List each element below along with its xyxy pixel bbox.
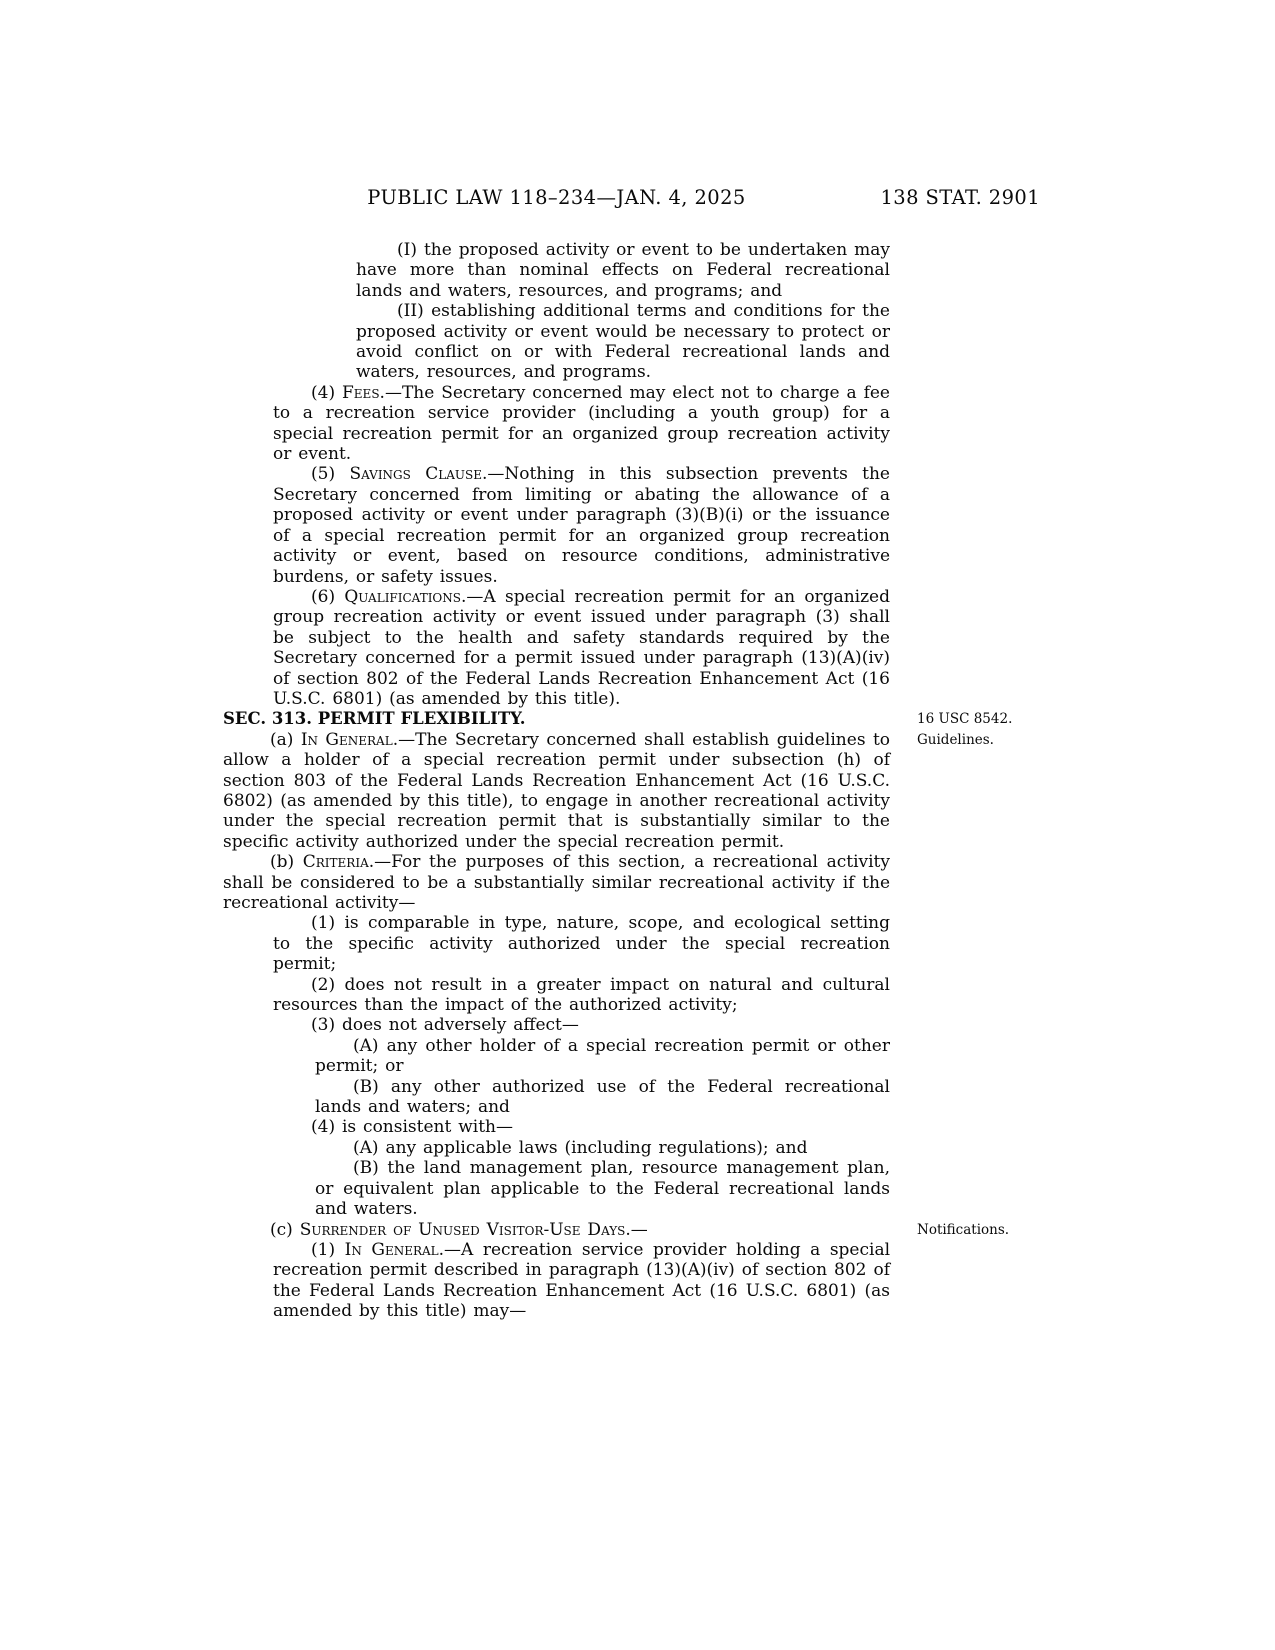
paragraph-text: is consistent with— bbox=[341, 1117, 513, 1138]
paragraph-label: Qualifications bbox=[344, 586, 461, 607]
subparagraph-num: (A) bbox=[353, 1137, 386, 1158]
subparagraph-text: the land management plan, resource management plan, or equivalent plan applicable to the Federal recreational lands and waters. bbox=[315, 1158, 890, 1220]
statute-body bbox=[223, 240, 1013, 1322]
subsection-label: In General bbox=[300, 729, 393, 750]
clause-num: (II) bbox=[397, 301, 432, 322]
clause-text: establishing additional terms and conditions for the proposed activity or event would be necessary to protect or avoid conflict on or with Federal recreational lands and waters, resources, and programs. bbox=[356, 301, 890, 383]
running-header-title: PUBLIC LAW 118–234—JAN. 4, 2025 bbox=[367, 186, 746, 209]
clause-text: the proposed activity or event to be undertaken may have more than nominal effects on Federal recreational lands and waters, resources, and programs; and bbox=[356, 240, 891, 301]
subsection-text: .— bbox=[625, 1219, 648, 1240]
paragraph-c1-in-general bbox=[223, 1240, 890, 1322]
subparagraph-text: any other authorized use of the Federal recreational lands and waters; and bbox=[315, 1076, 890, 1118]
paragraph-text: .—The Secretary concerned may elect not to charge a fee to a recreation service provider (including a youth group) for a special recreation permit for an organized group recreation activity or event. bbox=[273, 382, 890, 465]
paragraph-text: .—A recreation service provider holding a special recreation permit described in paragraph (13)(A)(iv) of section 802 of the Federal Lands Recreation Enhancement Act (16 U.S.C. 6801) (as amended by this title) may— bbox=[273, 1239, 891, 1322]
clause-II bbox=[223, 301, 890, 383]
subparagraph-num: (A) bbox=[353, 1035, 387, 1056]
subsection-a-in-general bbox=[223, 729, 994, 852]
paragraph-4-fees bbox=[223, 383, 890, 465]
paragraph-b2 bbox=[223, 975, 890, 1016]
paragraph-num: (1) bbox=[311, 1239, 345, 1260]
paragraph-text: does not result in a greater impact on natural and cultural resources than the impact of the authorized activity; bbox=[273, 974, 890, 1016]
subsection-num: (b) bbox=[270, 852, 303, 873]
subsection-text: .—For the purposes of this section, a recreational activity shall be considered to be a substantially similar recreational activity if the recreational activity— bbox=[223, 852, 890, 913]
subparagraph-num: (B) bbox=[353, 1076, 391, 1097]
margin-note-usc: 16 USC 8542. bbox=[917, 711, 1013, 728]
subparagraph-b3A bbox=[223, 1036, 890, 1077]
subsection-num: (a) bbox=[270, 729, 301, 750]
paragraph-text: .—A special recreation permit for an organized group recreation activity or event issued under paragraph (3) shall be subject to the health and safety standards required by the Secretary concerned for a permit issued under paragraph (13)(A)(iv) of section 802 of the Federal Lands Recreation Enhancement Act (16 U.S.C. 6801) (as amended by this title). bbox=[273, 586, 890, 709]
paragraph-5-savings-clause bbox=[223, 464, 890, 586]
subsection-c-surrender bbox=[223, 1219, 1010, 1240]
clause-num: (I) bbox=[397, 240, 424, 260]
paragraph-b3 bbox=[223, 1015, 890, 1035]
clause-I bbox=[223, 240, 890, 301]
subsection-num: (c) bbox=[270, 1219, 300, 1240]
subparagraph-b4B bbox=[223, 1158, 890, 1219]
subparagraph-b3B bbox=[223, 1077, 890, 1118]
paragraph-num: (5) bbox=[311, 464, 350, 485]
subparagraph-num: (B) bbox=[353, 1158, 388, 1179]
margin-note-notifications: Notifications. bbox=[917, 1221, 1010, 1238]
subparagraph-text: any applicable laws (including regulations); and bbox=[385, 1137, 808, 1158]
section-heading bbox=[223, 709, 1013, 729]
section-heading-text: SEC. 313. PERMIT FLEXIBILITY. bbox=[223, 709, 526, 729]
subsection-text: .—The Secretary concerned shall establish guidelines to allow a holder of a special recreation permit under subsection (h) of section 803 of the Federal Lands Recreation Enhancement Act (16 U.S.C. 6802) (as amended by this title), to engage in another recreational activity under the special recreation permit that is substantially similar to the specific activity authorized under the special recreation permit. bbox=[223, 729, 891, 852]
paragraph-b4 bbox=[223, 1117, 890, 1137]
subsection-label: Criteria bbox=[302, 852, 369, 873]
paragraph-num: (4) bbox=[311, 382, 342, 403]
paragraph-label: Savings Clause bbox=[349, 464, 482, 485]
margin-note-guidelines: Guidelines. bbox=[917, 731, 994, 748]
subparagraph-b4A bbox=[223, 1138, 890, 1158]
subparagraph-text: any other holder of a special recreation permit or other permit; or bbox=[315, 1035, 890, 1077]
paragraph-num: (6) bbox=[311, 586, 345, 607]
subsection-b-criteria bbox=[223, 852, 890, 913]
paragraph-num: (4) bbox=[311, 1117, 342, 1138]
subsection-label: Surrender of Unused Visitor-Use Days bbox=[299, 1219, 626, 1240]
paragraph-text: .—Nothing in this subsection prevents the Secretary concerned from limiting or abating the allowance of a proposed activity or event under paragraph (3)(B)(i) or the issuance of a special recreation permit for an organized group recreation activity or event, based on resource conditions, administrative burdens, or safety issues. bbox=[273, 464, 890, 587]
paragraph-text: is comparable in type, nature, scope, and ecological setting to the specific activity authorized under the special recreation permit; bbox=[273, 913, 890, 975]
paragraph-num: (2) bbox=[311, 974, 345, 995]
paragraph-b1 bbox=[223, 913, 890, 974]
paragraph-num: (1) bbox=[311, 913, 345, 934]
running-header-stat-number: 138 STAT. 2901 bbox=[880, 186, 1040, 209]
paragraph-num: (3) bbox=[311, 1015, 342, 1036]
paragraph-label: Fees bbox=[342, 382, 380, 403]
paragraph-6-qualifications bbox=[223, 587, 890, 709]
paragraph-label: In General bbox=[344, 1239, 439, 1260]
paragraph-text: does not adversely affect— bbox=[341, 1015, 579, 1036]
